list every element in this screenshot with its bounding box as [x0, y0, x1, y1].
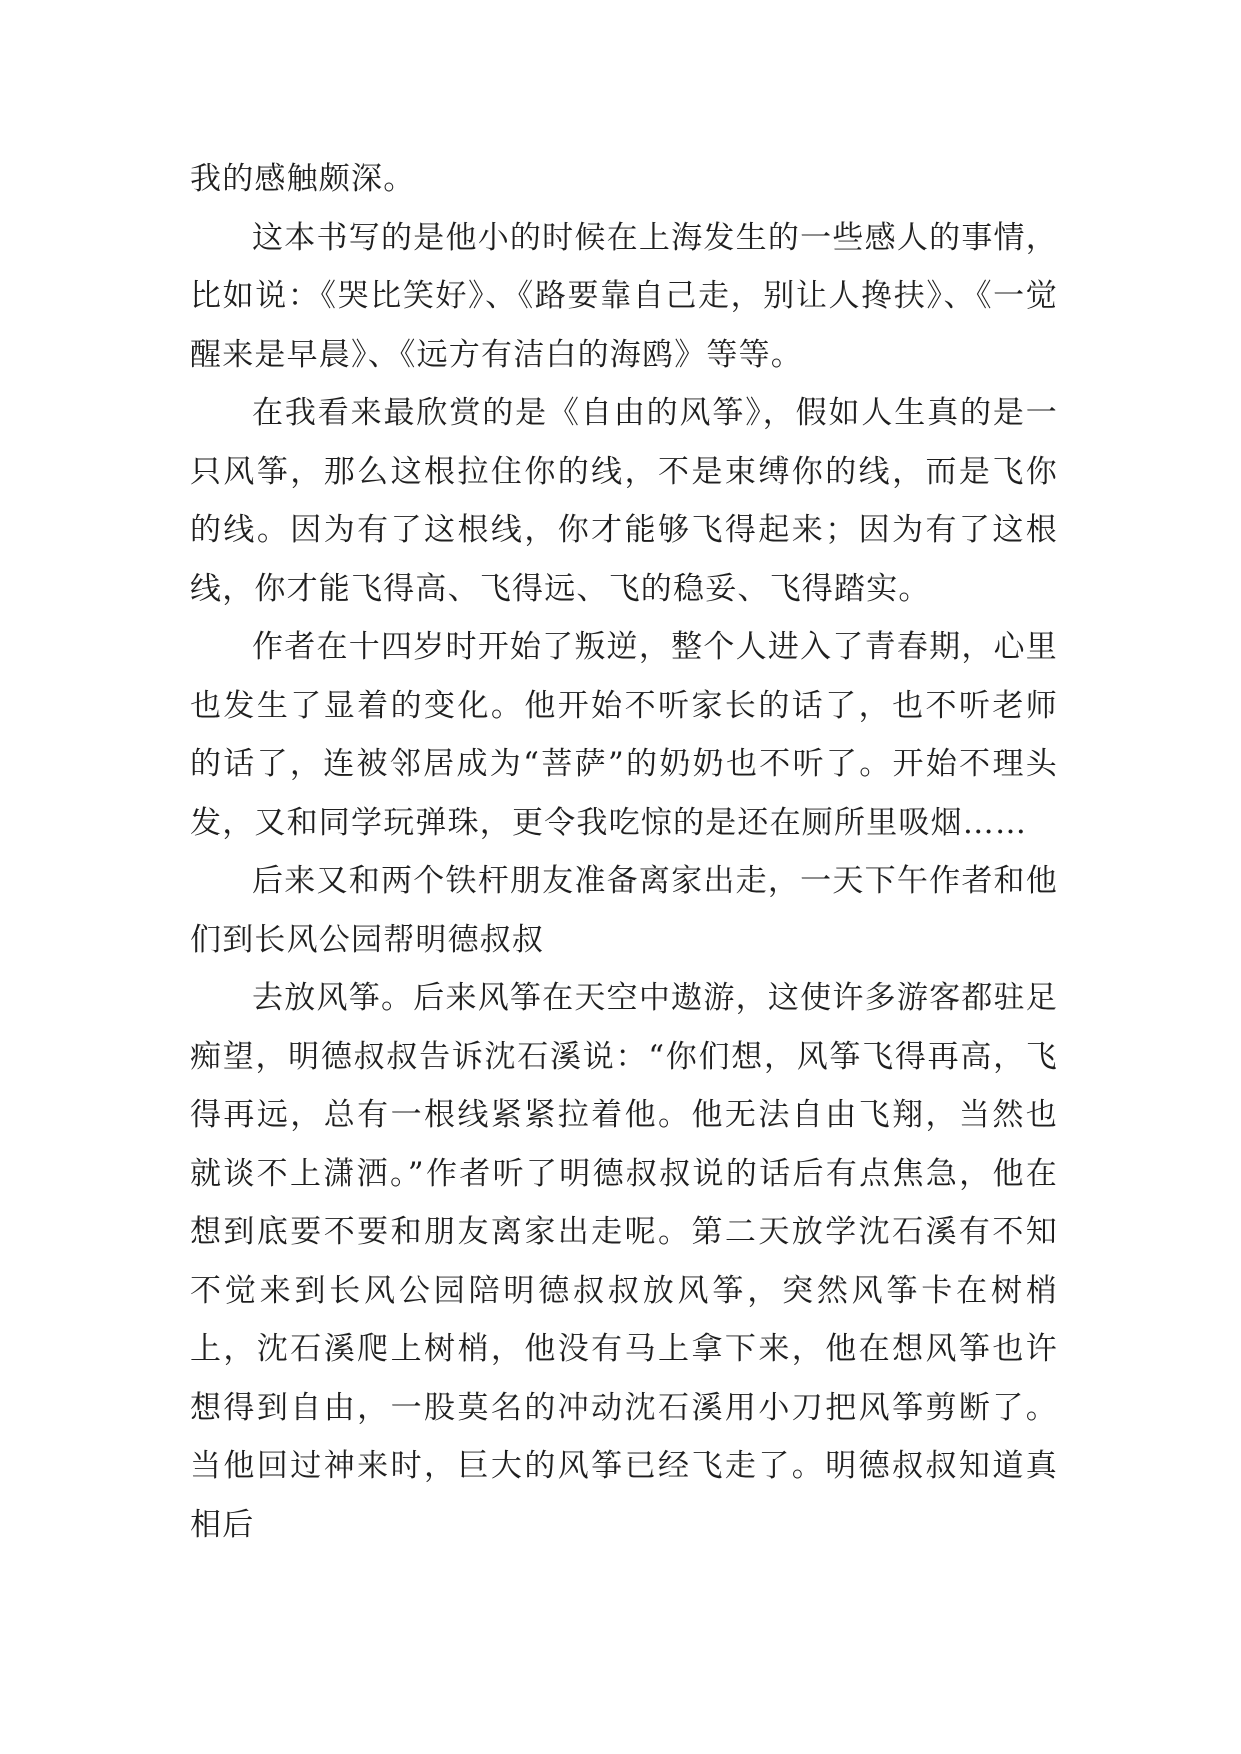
paragraph-2: 这本书写的是他小的时候在上海发生的一些感人的事情，比如说：《哭比笑好》、《路要靠自己走，别让人搀扶》、《一觉醒来是早晨》、《远方有洁白的海鸥》等等。: [190, 219, 1058, 373]
paragraph-3: 在我看来最欣赏的是《自由的风筝》，假如人生真的是一只风筝，那么这根拉住你的线，不是束缚你的线，而是飞你的线。因为有了这根线，你才能够飞得起来；因为有了这根线，你才能飞得高、飞得远、飞的稳妥、飞得踏实。: [190, 395, 1058, 607]
paragraph-1: 我的感触颇深。: [190, 161, 416, 197]
paragraph-5: 后来又和两个铁杆朋友准备离家出走，一天下午作者和他们到长风公园帮明德叔叔: [190, 863, 1058, 958]
paragraph-6: 去放风筝。后来风筝在天空中遨游，这使许多游客都驻足痴望，明德叔叔告诉沈石溪说：“你们想，风筝飞得再高，飞得再远，总有一根线紧紧拉着他。他无法自由飞翔，当然也就谈不上潇洒。”作者听了明德叔叔说的话后有点焦急，他在想到底要不要和朋友离家出走呢。第二天放学沈石溪有不知不觉来到长风公园陪明德叔叔放风筝，突然风筝卡在树梢上，沈石溪爬上树梢，他没有马上拿下来，他在想风筝也许想得到自由，一股莫名的冲动沈石溪用小刀把风筝剪断了。当他回过神来时，巨大的风筝已经飞走了。明德叔叔知道真相后: [190, 980, 1058, 1543]
paragraph-4: 作者在十四岁时开始了叛逆，整个人进入了青春期，心里也发生了显着的变化。他开始不听家长的话了，也不听老师的话了，连被邻居成为“菩萨”的奶奶也不听了。开始不理头发，又和同学玩弹珠，更令我吃惊的是还在厕所里吸烟……: [190, 629, 1058, 841]
body-text: [190, 150, 1058, 1554]
